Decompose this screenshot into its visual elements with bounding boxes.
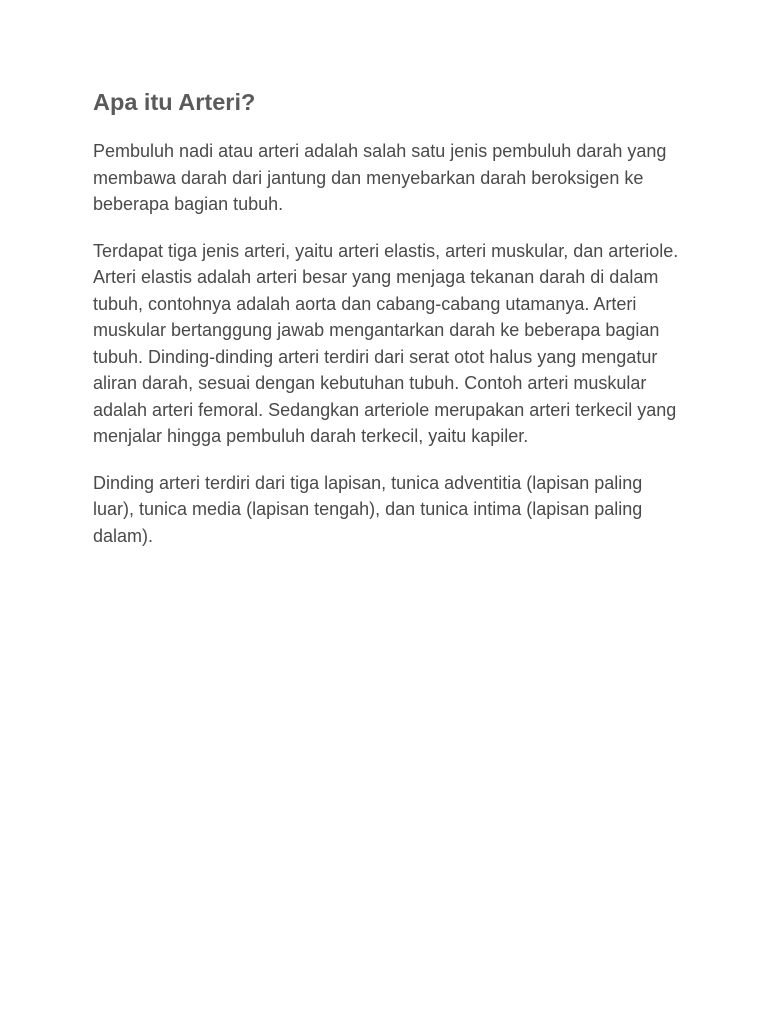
- document-page: [93, 86, 683, 569]
- paragraph-layers: Dinding arteri terdiri dari tiga lapisan, tunica adventitia (lapisan paling luar), tunica media (lapisan tengah), dan tunica intima (lapisan paling dalam).: [93, 472, 643, 546]
- document-title: Apa itu Arteri?: [93, 89, 256, 115]
- paragraph-definition: Pembuluh nadi atau arteri adalah salah satu jenis pembuluh darah yang membawa darah dari jantung dan menyebarkan darah beroksigen ke beberapa bagian tubuh.: [93, 141, 667, 214]
- paragraph-types: Terdapat tiga jenis arteri, yaitu arteri elastis, arteri muskular, dan arteriole. Arteri elastis adalah arteri besar yang menjaga tekanan darah di dalam tubuh, contohnya adalah aorta dan cabang-cabang utamanya. Arteri muskular bertanggung jawab mengantarkan darah ke beberapa bagian tubuh. Dinding-dinding arteri terdiri dari serat otot halus yang mengatur aliran darah, sesuai dengan kebutuhan tubuh. Contoh arteri muskular adalah arteri femoral. Sedangkan arteriole merupakan arteri terkecil yang menjalar hingga pembuluh darah terkecil, yaitu kapiler.: [93, 240, 679, 446]
